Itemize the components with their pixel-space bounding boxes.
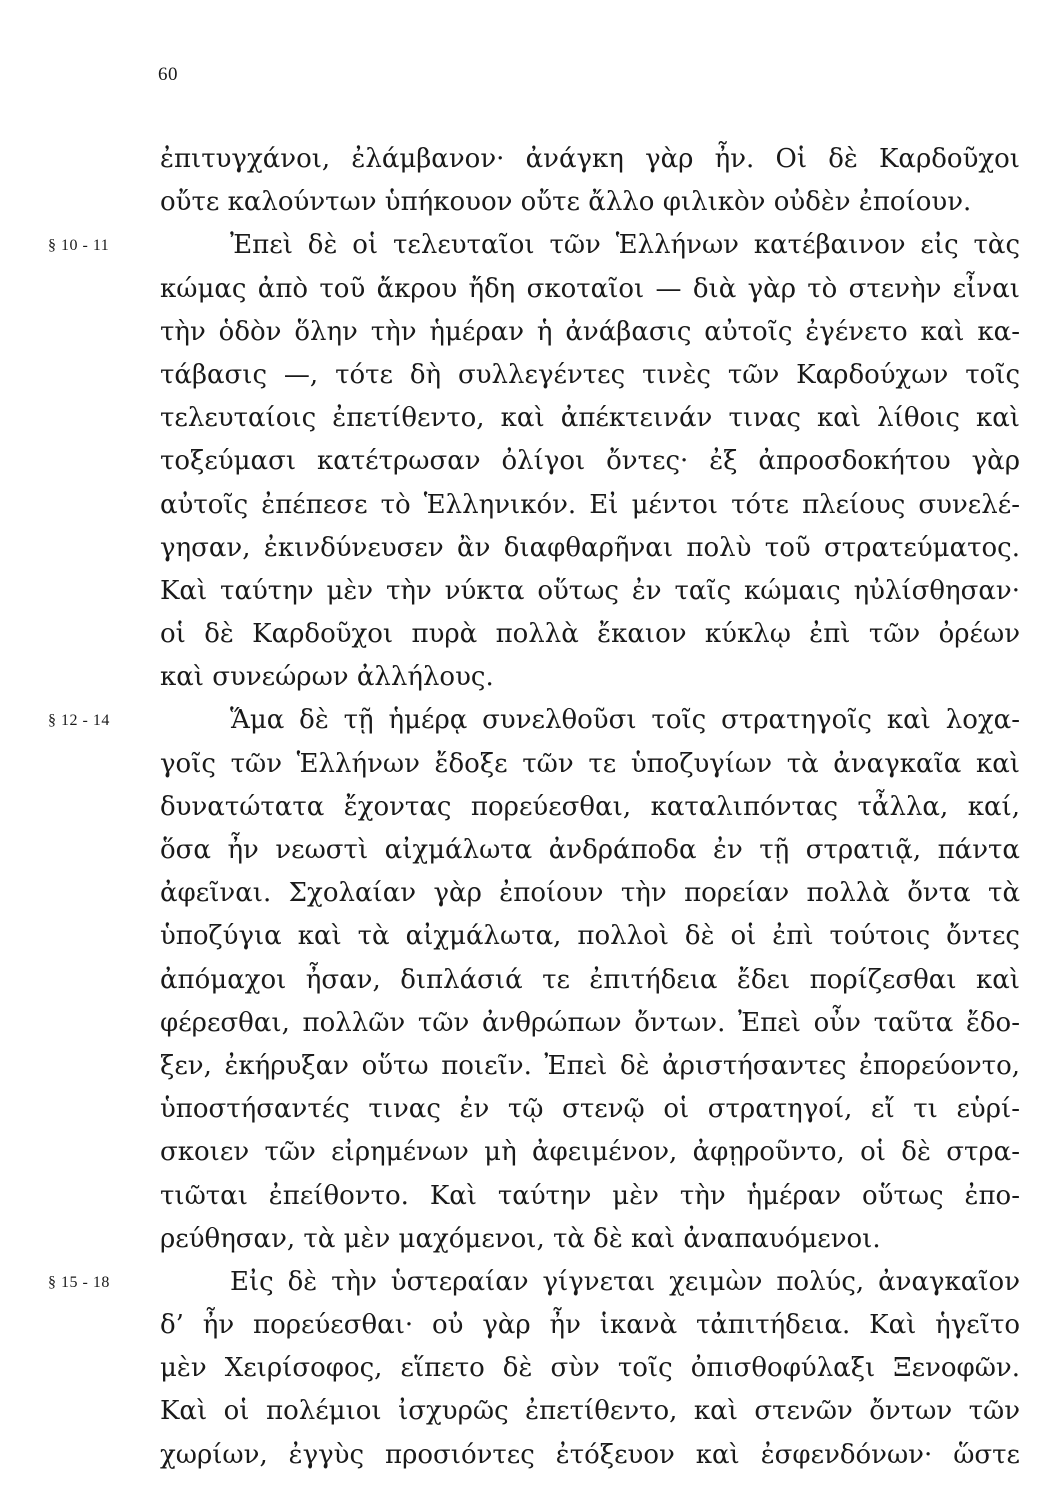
page-number: 60 xyxy=(158,64,178,85)
text-line xyxy=(160,1434,1020,1477)
text-line-content: μὲν Χειρίσοφος, εἵπετο δὲ σὺν τοῖς ὀπισθοφύλαξι Ξενοφῶν. xyxy=(160,1353,1020,1384)
text-line-content: Καὶ ταύτην μὲν τὴν νύκτα οὕτως ἐν ταῖς κώμαις ηὐλίσθησαν· xyxy=(160,575,1020,606)
text-line-content: Εἰς δὲ τὴν ὑστεραίαν γίγνεται χειμὼν πολύς, ἀναγκαῖον xyxy=(230,1266,1020,1297)
text-line-content: τοξεύμασι κατέτρωσαν ὀλίγοι ὄντες· ἐξ ἀπροσδοκήτου γὰρ xyxy=(160,446,1020,477)
text-line xyxy=(160,570,1020,613)
text-line-content: χωρίων, ἐγγὺς προσιόντες ἐτόξευον καὶ ἐσφενδόνων· ὥστε xyxy=(160,1439,1020,1470)
text-line xyxy=(160,743,1020,786)
text-line xyxy=(160,354,1020,397)
text-line xyxy=(160,1088,1020,1131)
text-line-content: τὴν ὁδὸν ὅλην τὴν ἡμέραν ἡ ἀνάβασις αὐτοῖς ἐγένετο καὶ κα- xyxy=(160,316,1020,347)
text-line-content: αὐτοῖς ἐπέπεσε τὸ Ἑλληνικόν. Εἰ μέντοι τότε πλείους συνελέ- xyxy=(160,489,1020,520)
text-line-content: Καὶ οἱ πολέμιοι ἰσχυρῶς ἐπετίθεντο, καὶ στενῶν ὄντων τῶν xyxy=(160,1396,1020,1427)
text-line-content: ἀπόμαχοι ἦσαν, διπλάσιά τε ἐπιτήδεια ἔδει πορίζεσθαι καὶ xyxy=(160,964,1020,995)
text-line xyxy=(160,268,1020,311)
text-line xyxy=(160,656,1020,699)
text-line xyxy=(160,527,1020,570)
text-line xyxy=(48,699,1020,742)
text-line xyxy=(160,1390,1020,1433)
text-line-content: καὶ συνεώρων ἀλλήλους. xyxy=(160,662,494,693)
text-line-content: ὑποζύγια καὶ τὰ αἰχμάλωτα, πολλοὶ δὲ οἱ ἐπὶ τούτοις ὄντες xyxy=(160,921,1020,952)
text-line xyxy=(160,397,1020,440)
text-line-content: τελευταίοις ἐπετίθεντο, καὶ ἀπέκτεινάν τινας καὶ λίθοις καὶ xyxy=(160,403,1020,434)
text-line xyxy=(48,1261,1020,1304)
text-line xyxy=(160,872,1020,915)
text-line xyxy=(160,138,1020,181)
text-line-content: ὑποστήσαντές τινας ἐν τῷ στενῷ οἱ στρατηγοί, εἴ τι εὑρί- xyxy=(160,1094,1020,1125)
body-text xyxy=(48,138,1020,1477)
text-line-content: ἀφεῖναι. Σχολαίαν γὰρ ἐποίουν τὴν πορείαν πολλὰ ὄντα τὰ xyxy=(160,878,1020,909)
text-line-content: γοῖς τῶν Ἑλλήνων ἔδοξε τῶν τε ὑποζυγίων τὰ ἀναγκαῖα καὶ xyxy=(160,748,1020,779)
text-line xyxy=(160,1131,1020,1174)
text-line xyxy=(160,1045,1020,1088)
text-line xyxy=(160,613,1020,656)
text-line-content: δ’ ἦν πορεύεσθαι· οὐ γὰρ ἦν ἱκανὰ τἀπιτήδεια. Καὶ ἡγεῖτο xyxy=(160,1310,1020,1341)
text-line-content: κώμας ἀπὸ τοῦ ἄκρου ἤδη σκοταῖοι — διὰ γὰρ τὸ στενὴν εἶναι xyxy=(160,273,1020,304)
text-line xyxy=(160,181,1020,224)
text-line-content: γησαν, ἐκινδύνευσεν ἂν διαφθαρῆναι πολὺ τοῦ στρατεύματος. xyxy=(160,532,1020,563)
text-line-content: δυνατώτατα ἔχοντας πορεύεσθαι, καταλιπόντας τἆλλα, καί, xyxy=(160,791,1020,822)
section-marker: § 15 - 18 xyxy=(48,1273,110,1291)
text-line xyxy=(160,1347,1020,1390)
section-marker: § 10 - 11 xyxy=(48,237,110,255)
text-line xyxy=(160,1218,1020,1261)
text-line-content: σκοιεν τῶν εἰρημένων μὴ ἀφειμένον, ἀφῃροῦντο, οἱ δὲ στρα- xyxy=(160,1137,1020,1168)
text-line-content: οὔτε καλούντων ὑπήκουον οὔτε ἄλλο φιλικὸν οὐδὲν ἐποίουν. xyxy=(160,187,972,218)
text-line-content: ρεύθησαν, τὰ μὲν μαχόμενοι, τὰ δὲ καὶ ἀναπαυόμενοι. xyxy=(160,1223,881,1254)
text-line-content: φέρεσθαι, πολλῶν τῶν ἀνθρώπων ὄντων. Ἐπεὶ οὖν ταῦτα ἔδο- xyxy=(160,1007,1020,1038)
text-line xyxy=(160,915,1020,958)
text-line xyxy=(160,959,1020,1002)
text-line xyxy=(160,829,1020,872)
text-line-content: ἐπιτυγχάνοι, ἐλάμβανον· ἀνάγκη γὰρ ἦν. Οἱ δὲ Καρδοῦχοι xyxy=(160,144,1020,174)
text-line xyxy=(160,440,1020,483)
text-line-content: ὅσα ἦν νεωστὶ αἰχμάλωτα ἀνδράποδα ἐν τῇ στρατιᾷ, πάντα xyxy=(160,835,1020,865)
text-line xyxy=(160,1175,1020,1218)
text-line-content: τάβασις —, τότε δὴ συλλεγέντες τινὲς τῶν Καρδούχων τοῖς xyxy=(160,359,1020,390)
text-line xyxy=(160,1002,1020,1045)
text-line xyxy=(48,224,1020,267)
text-line xyxy=(160,1304,1020,1347)
section-marker: § 12 - 14 xyxy=(48,712,110,730)
text-line-content: Ἐπεὶ δὲ οἱ τελευταῖοι τῶν Ἑλλήνων κατέβαινον εἰς τὰς xyxy=(230,230,1020,261)
text-line xyxy=(160,484,1020,527)
text-line-content: ξεν, ἐκήρυξαν οὕτω ποιεῖν. Ἐπεὶ δὲ ἀριστήσαντες ἐπορεύοντο, xyxy=(160,1050,1020,1081)
text-line-content: τιῶται ἐπείθοντο. Καὶ ταύτην μὲν τὴν ἡμέραν οὕτως ἐπο- xyxy=(160,1180,1020,1211)
text-line-content: οἱ δὲ Καρδοῦχοι πυρὰ πολλὰ ἔκαιον κύκλῳ ἐπὶ τῶν ὀρέων xyxy=(160,619,1020,650)
text-line xyxy=(160,311,1020,354)
text-line xyxy=(160,786,1020,829)
text-line-content: Ἅμα δὲ τῇ ἡμέρᾳ συνελθοῦσι τοῖς στρατηγοῖς καὶ λοχα- xyxy=(230,705,1020,736)
